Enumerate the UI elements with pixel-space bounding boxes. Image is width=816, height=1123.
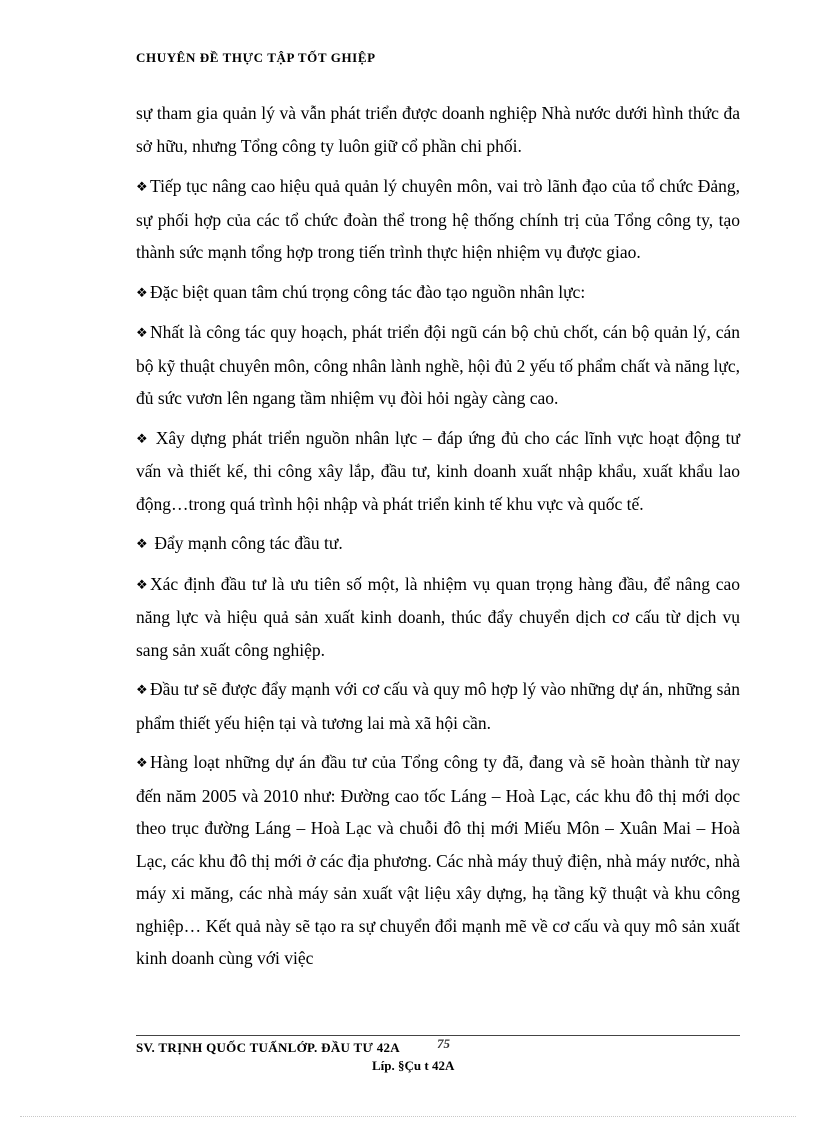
diamond-bullet-icon: ❖ xyxy=(136,682,148,697)
page-number: 75 xyxy=(437,1036,450,1051)
bullet-paragraph xyxy=(136,170,740,269)
page-bottom-edge xyxy=(20,1116,796,1117)
footer-class-line: Líp. §Çu t 42A xyxy=(372,1058,455,1073)
diamond-bullet-icon: ❖ xyxy=(136,179,148,194)
paragraph xyxy=(136,97,740,162)
paragraph-text: Hàng loạt những dự án đầu tư của Tổng công ty đã, đang và sẽ hoàn thành từ nay đến năm 2005 và 2010 như: Đường cao tốc Láng – Hoà Lạc, các khu đô thị mới dọc theo trục đường Láng – Hoà Lạc và chuỗi đô thị mới Miếu Môn – Xuân Mai – Hoà Lạc, các khu đô thị mới ở các địa phương. Các nhà máy thuỷ điện, nhà máy nước, nhà máy xi măng, các nhà máy sản xuất vật liệu xây dựng, hạ tầng kỹ thuật và khu công nghiệp… Kết quả này sẽ tạo ra sự chuyển đổi mạnh mẽ về cơ cấu và quy mô sản xuất kinh doanh cùng với việc xyxy=(136,752,740,968)
bullet-paragraph xyxy=(136,276,740,310)
footer-student-line: SV. TRỊNH QUỐC TUẤNLỚP. ĐẦU TƯ 42A xyxy=(136,1040,400,1055)
bullet-paragraph xyxy=(136,568,740,667)
diamond-bullet-icon: ❖ xyxy=(136,284,148,300)
diamond-bullet-icon: ❖ xyxy=(136,325,148,340)
paragraph-text: Xác định đầu tư là ưu tiên số một, là nhiệm vụ quan trọng hàng đầu, để nâng cao năng lực và hiệu quả sản xuất kinh doanh, thúc đẩy chuyển dịch cơ cấu từ dịch vụ sang sản xuất công nghiệp. xyxy=(136,573,740,660)
paragraph-text: Nhất là công tác quy hoạch, phát triển đội ngũ cán bộ chủ chốt, cán bộ quản lý, cán bộ kỹ thuật chuyên môn, công nhân lành nghề, hội đủ 2 yếu tố phẩm chất và năng lực, đủ sức vươn lên ngang tầm nhiệm vụ đòi hỏi ngày càng cao. xyxy=(136,322,740,408)
paragraph-text: Xây dựng phát triển nguồn nhân lực – đáp ứng đủ cho các lĩnh vực hoạt động tư vấn và thiết kế, thi công xây lắp, đầu tư, kinh doanh xuất nhập khẩu, xuất khẩu lao động…trong quá trình hội nhập và phát triển kinh tế khu vực và quốc tế. xyxy=(136,427,741,514)
paragraph-text: Đẩy mạnh công tác đầu tư. xyxy=(154,533,343,553)
body-text xyxy=(136,97,740,982)
diamond-bullet-icon: ❖ xyxy=(136,536,148,551)
bullet-paragraph xyxy=(136,527,740,561)
diamond-bullet-icon: ❖ xyxy=(136,755,148,770)
paragraph-text: Tiếp tục nâng cao hiệu quả quản lý chuyên môn, vai trò lãnh đạo của tổ chức Đảng, sự phối hợp của các tổ chức đoàn thể trong hệ thống chính trị của Tổng công ty, tạo thành sức mạnh tổng hợp trong tiến trình thực hiện nhiệm vụ được giao. xyxy=(136,176,740,262)
bullet-paragraph xyxy=(136,673,740,739)
paragraph-text: sự tham gia quản lý và vẫn phát triển được doanh nghiệp Nhà nước dưới hình thức đa sở hữu, nhưng Tổng công ty luôn giữ cổ phần chi phối. xyxy=(136,103,740,156)
paragraph-text: Đặc biệt quan tâm chú trọng công tác đào tạo nguồn nhân lực: xyxy=(150,281,586,302)
paragraph-text: Đầu tư sẽ được đẩy mạnh với cơ cấu và quy mô hợp lý vào những dự án, những sản phẩm thiết yếu hiện tại và tương lai mà xã hội cần. xyxy=(136,679,740,733)
bullet-paragraph xyxy=(136,422,740,521)
bullet-paragraph xyxy=(136,316,740,415)
bullet-paragraph xyxy=(136,746,740,975)
diamond-bullet-icon: ❖ xyxy=(136,430,148,446)
diamond-bullet-icon: ❖ xyxy=(136,576,148,592)
page-header: CHUYÊN ĐỀ THỰC TẬP TỐT GHIỆP xyxy=(136,50,376,65)
